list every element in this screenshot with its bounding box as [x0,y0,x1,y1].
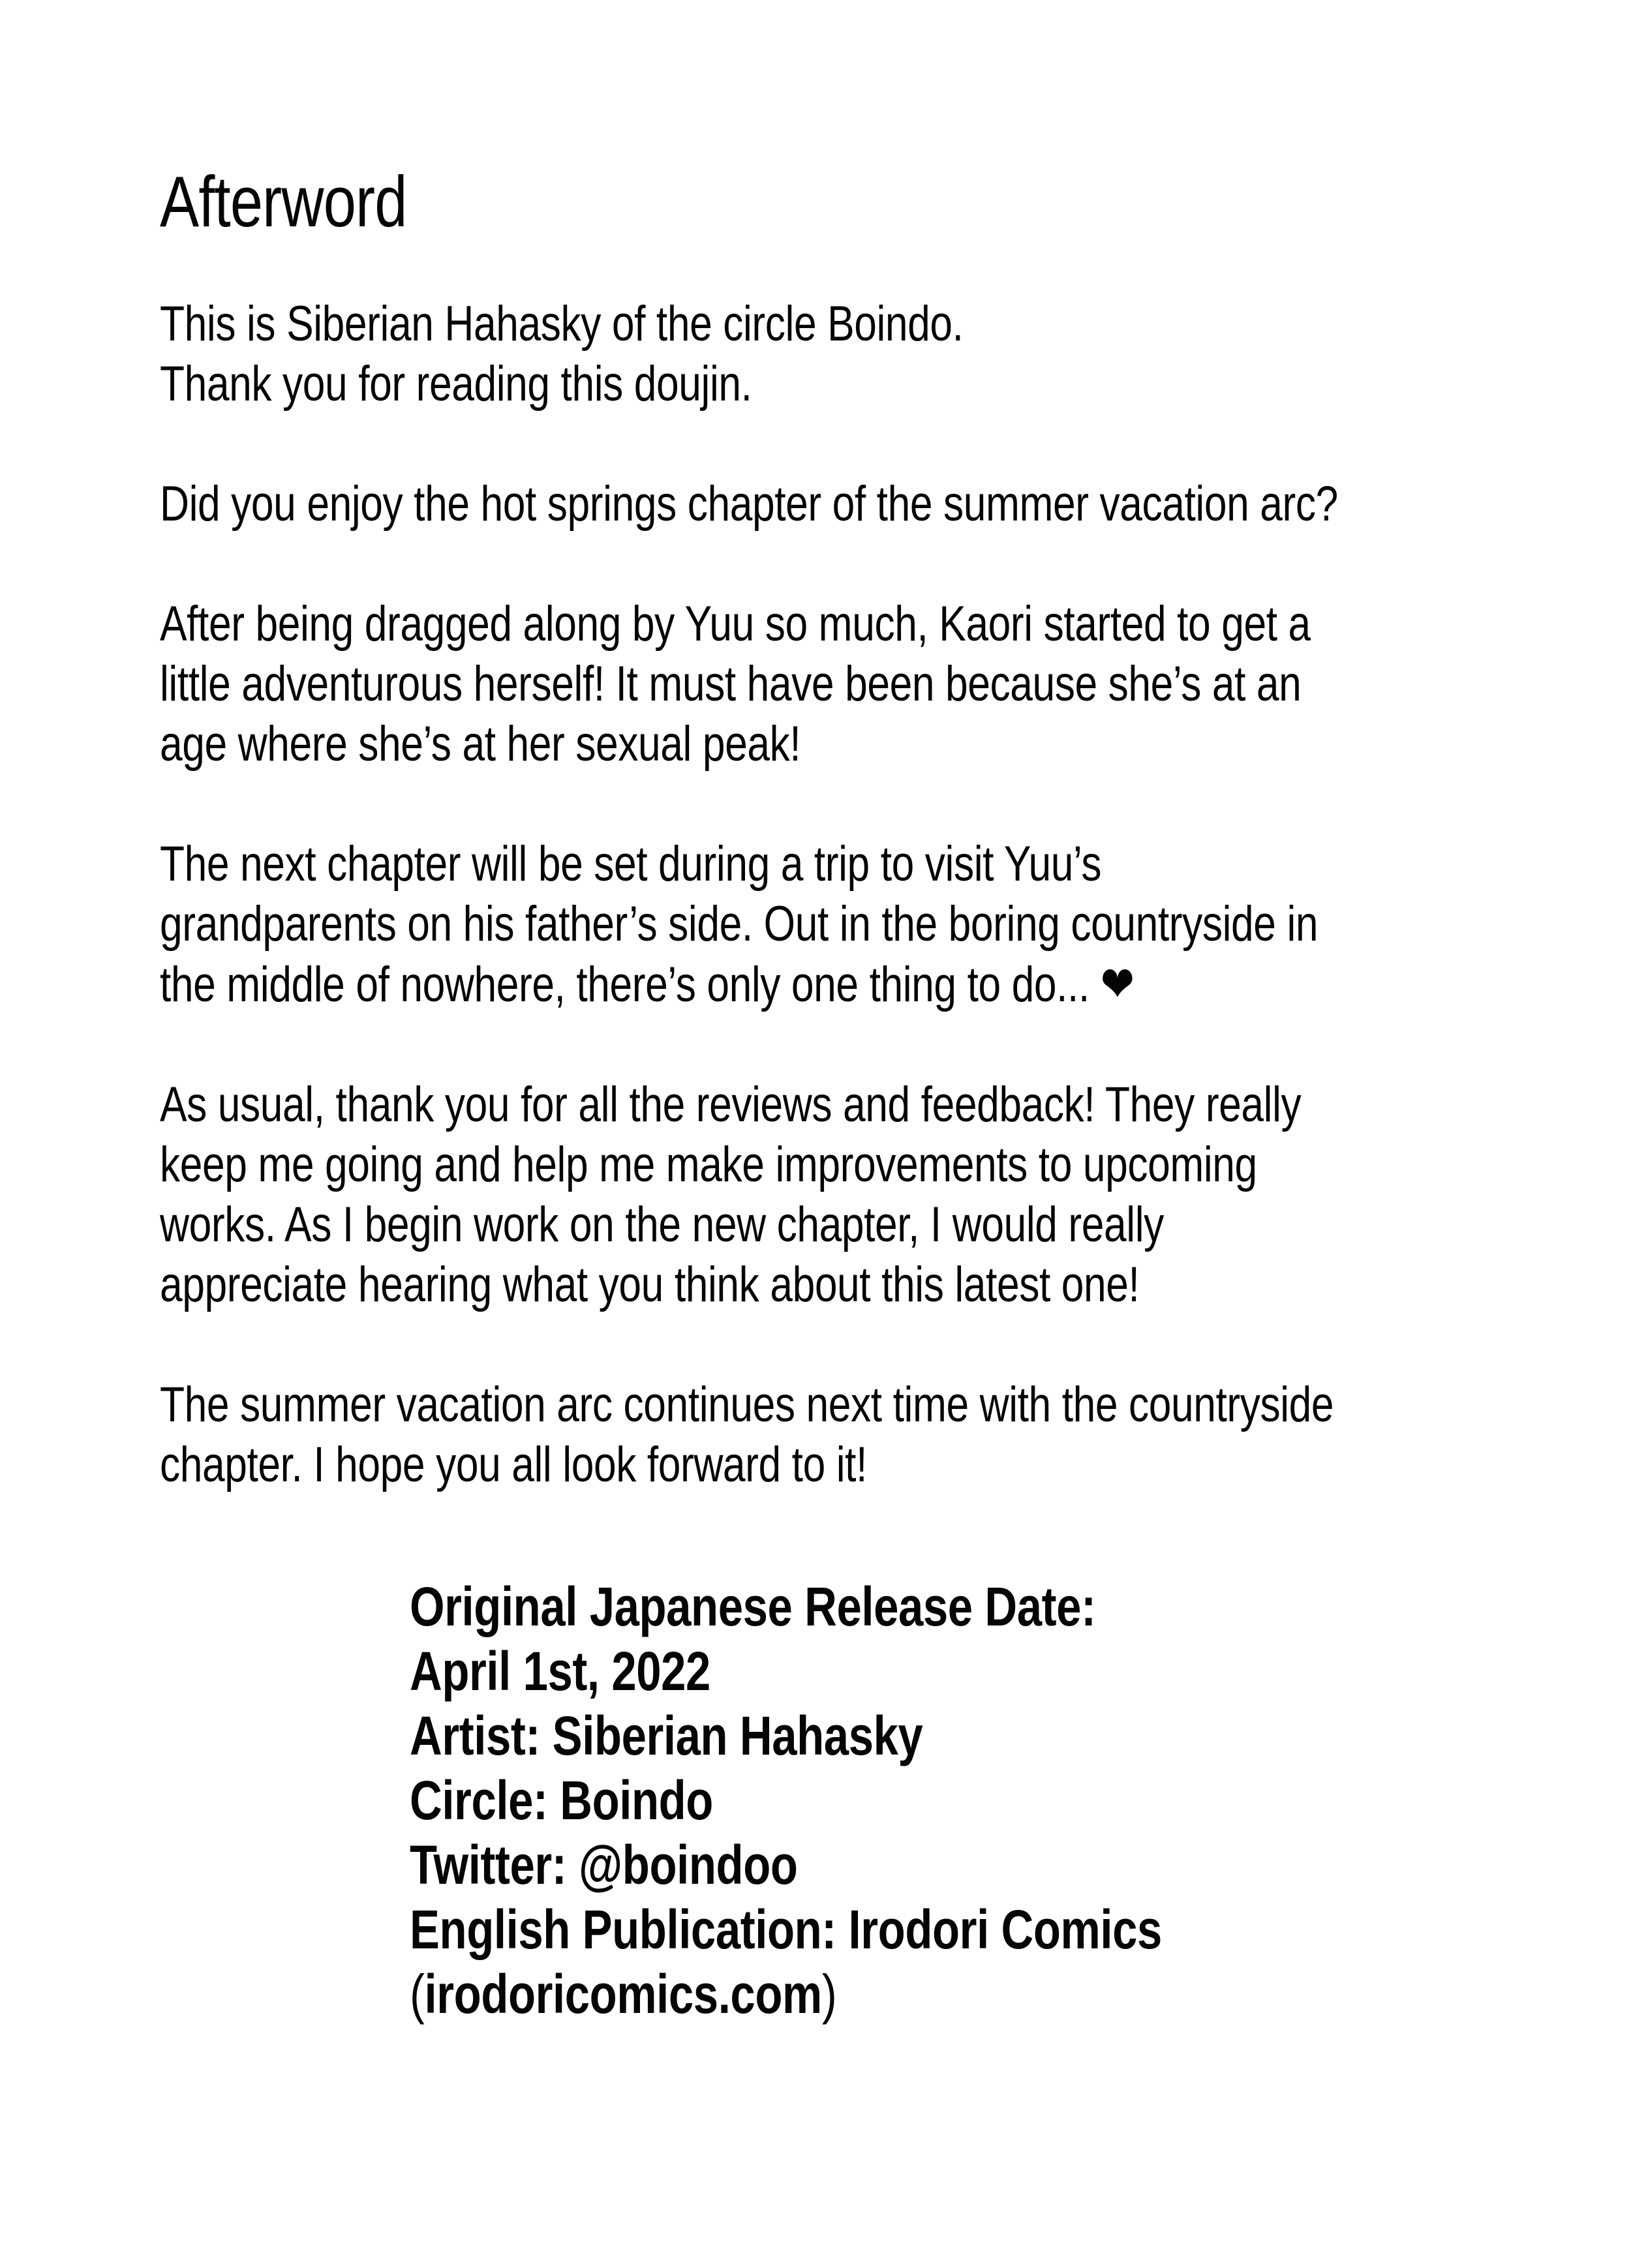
page-title: Afterword [160,162,407,242]
paren-open: ( [410,1963,425,2025]
text-line: After being dragged along by Yuu so much, Kaori started to get a [160,596,1311,652]
heart-icon: ❤ [1100,955,1135,1013]
text-line: age where she’s at her sexual peak! [160,716,801,772]
text-line: chapter. I hope you all look forward to it! [160,1437,867,1492]
text-line: The next chapter will be set during a trip to visit Yuu’s [160,836,1102,892]
text-line: The summer vacation arc continues next time with the countryside [160,1377,1334,1432]
text-line: appreciate hearing what you think about this latest one! [160,1257,1140,1312]
credit-line: Artist: Siberian Hahasky [410,1705,923,1766]
text-line: Did you enjoy the hot springs chapter of the summer vacation arc? [160,476,1338,532]
credit-line [410,1962,1345,2027]
text-line: Thank you for reading this doujin. [160,356,752,412]
credit-line: Original Japanese Release Date: [410,1576,1096,1637]
credits-block [410,1575,1345,2027]
page-content [160,0,1549,2027]
credit-line: English Publication: Irodori Comics [410,1899,1162,1960]
text-line: keep me going and help me make improvements to upcoming [160,1137,1257,1192]
text-line: grandparents on his father’s side. Out in the boring countryside in [160,896,1319,952]
credit-line: April 1st, 2022 [410,1641,710,1702]
text-line: works. As I begin work on the new chapter, I would really [160,1197,1164,1252]
text-line: As usual, thank you for all the reviews and feedback! They really [160,1077,1302,1132]
text-line: This is Siberian Hahasky of the circle Boindo. [160,296,964,352]
credit-url: irodoricomics.com [424,1963,822,2025]
credit-line: Twitter: @boindoo [410,1834,798,1896]
text-line: little adventurous herself! It must have been because she’s at an [160,656,1302,712]
paragraph [160,1375,1334,1495]
paragraph [160,294,1300,414]
text-line: the middle of nowhere, there’s only one thing to do... ❤ [160,955,1135,1013]
credit-line: Circle: Boindo [410,1770,713,1831]
paragraph [160,474,1338,534]
paragraph [160,1075,1300,1315]
paren-close: ) [821,1963,837,2025]
paragraph [160,594,1311,774]
paragraph [160,834,1319,1015]
afterword-body [160,294,1549,1495]
